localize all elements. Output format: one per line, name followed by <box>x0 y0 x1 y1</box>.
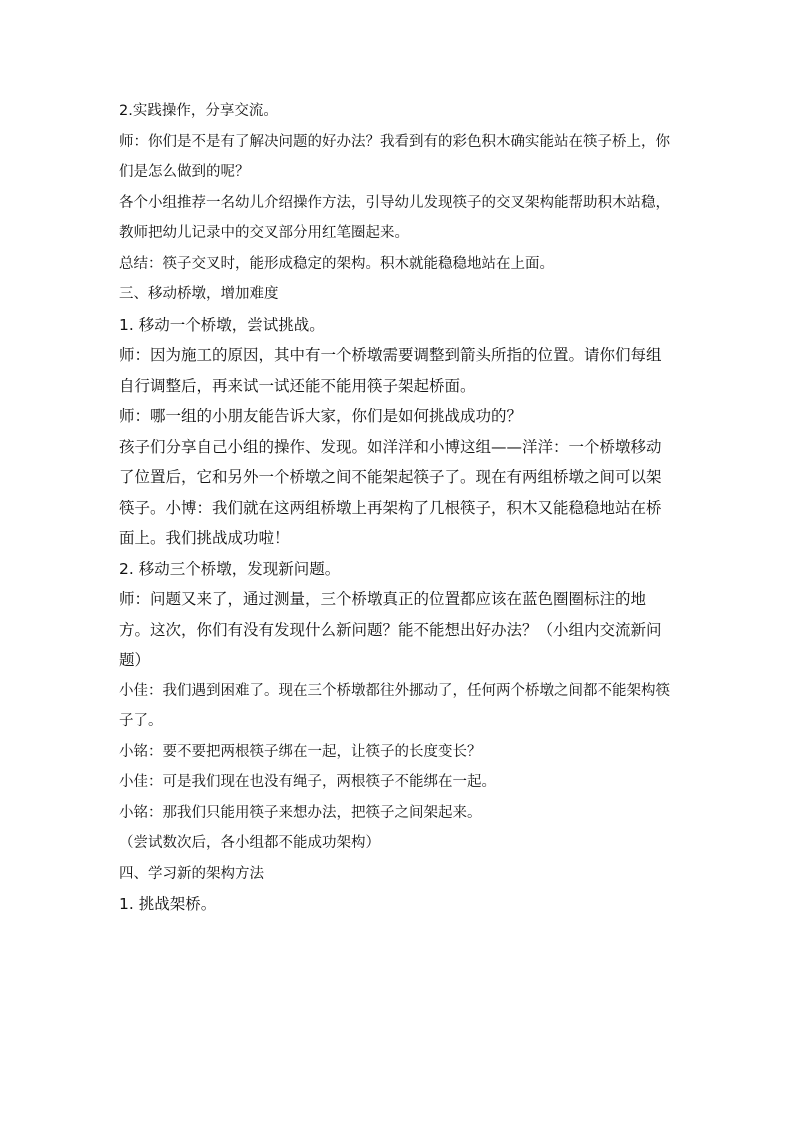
paragraph-teacher-construction: 师：因为施工的原因，其中有一个桥墩需要调整到箭头所指的位置。请你们每组自行调整后，再来试一试还能不能用筷子架起桥面。 <box>119 346 662 395</box>
paragraph-children-share: 孩子们分享自己小组的操作、发现。如洋洋和小博这组——洋洋：一个桥墩移动了位置后，它和另外一个桥墩之间不能架起筷子了。现在有两组桥墩之间可以架筷子。小博：我们就在这两组桥墩上再架构了几根筷子，积木又能稳稳地站在桥面上。我们挑战成功啦！ <box>119 437 662 547</box>
paragraph-challenge-bridge: 1. 挑战架桥。 <box>119 895 217 913</box>
paragraph-move-three-piers: 2. 移动三个桥墩，发现新问题。 <box>119 559 341 578</box>
paragraph-attempts-failed: （尝试数次后，各小组都不能成功架构） <box>119 835 380 851</box>
paragraph-xiaoming-tie: 小铭：要不要把两根筷子绑在一起，让筷子的长度变长？ <box>119 743 482 760</box>
paragraph-xiaoming-chopsticks: 小铭：那我们只能用筷子来想办法，把筷子之间架起来。 <box>119 804 482 821</box>
paragraph-teacher-question: 师：你们是不是有了解决问题的好办法？我看到有的彩色积木确实能站在筷子桥上，你们是怎么做到的呢？ <box>119 133 670 180</box>
paragraph-move-one-pier: 1. 移动一个桥墩，尝试挑战。 <box>119 315 325 334</box>
paragraph-xiaojia-difficulty: 小佳：我们遇到困难了。现在三个桥墩都往外挪动了，任何两个桥墩之间都不能架构筷子了。 <box>119 682 670 729</box>
paragraph-xiaojia-no-rope: 小佳：可是我们现在也没有绳子，两根筷子不能绑在一起。 <box>119 774 496 790</box>
paragraph-group-recommend: 各个小组推荐一名幼儿介绍操作方法，引导幼儿发现筷子的交叉架构能帮助积木站稳，教师把幼儿记录中的交叉部分用红笔圈起来。 <box>119 194 670 241</box>
document-body <box>119 96 675 920</box>
paragraph-teacher-which-group: 师：哪一组的小朋友能告诉大家，你们是如何挑战成功的？ <box>119 407 523 425</box>
paragraph-summary: 总结：筷子交叉时，能形成稳定的架构。积木就能稳稳地站在上面。 <box>119 255 554 272</box>
section-heading-move-piers: 三、移动桥墩，增加难度 <box>119 286 279 302</box>
paragraph-practice-heading: 2.实践操作，分享交流。 <box>119 103 278 119</box>
paragraph-teacher-new-problem: 师：问题又来了，通过测量，三个桥墩真正的位置都应该在蓝色圈圈标注的地方。这次，你们有没有发现什么新问题？能不能想出好办法？（小组内交流新问题） <box>119 590 662 669</box>
section-heading-new-method: 四、学习新的架构方法 <box>119 865 264 882</box>
